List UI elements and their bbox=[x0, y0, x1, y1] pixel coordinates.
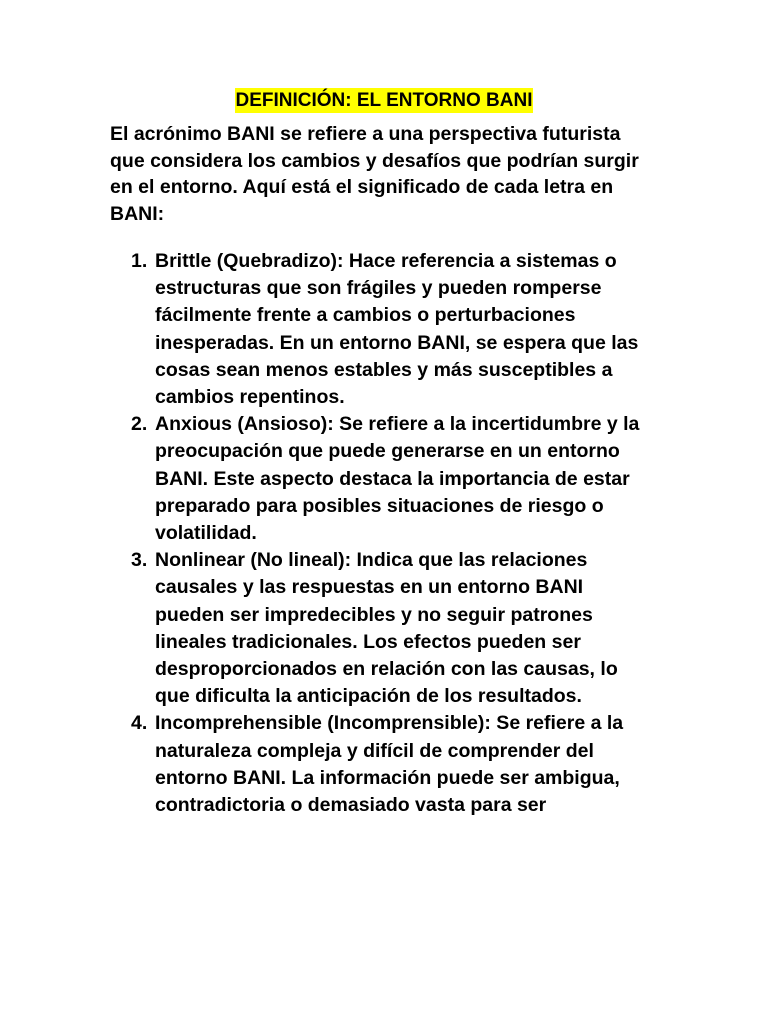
list-item bbox=[0, 248, 655, 411]
list-item bbox=[0, 547, 655, 710]
list-item-number: 4. bbox=[131, 712, 148, 735]
title-container bbox=[0, 88, 768, 113]
list-item-number: 2. bbox=[131, 413, 148, 436]
list-item-number: 1. bbox=[131, 250, 148, 272]
page-title: DEFINICIÓN: EL ENTORNO BANI bbox=[235, 90, 533, 111]
list-item bbox=[0, 411, 655, 547]
list-item-text: Incomprehensible (Incomprensible): Se refiere a la naturaleza compleja y difícil de comprender del entorno BANI. La información puede ser ambigua, contradictoria o demasiado vasta para ser bbox=[155, 712, 624, 817]
definition-list bbox=[0, 248, 768, 819]
list-item-text: Nonlinear (No lineal): Indica que las relaciones causales y las respuestas en un entorno BANI pueden ser impredecibles y no seguir patrones lineales tradicionales. Los efectos pueden ser desproporcionados en relación con las causas, lo que dificulta la anticipación de los resultados. bbox=[155, 549, 618, 708]
intro-paragraph: El acrónimo BANI se refiere a una perspectiva futurista que considera los cambios y desafíos que podrían surgir en el entorno. Aquí está el significado de cada letra en BANI: bbox=[110, 123, 639, 225]
list-item bbox=[0, 710, 655, 819]
list-item-number: 3. bbox=[131, 549, 148, 572]
list-item-text: Brittle (Quebradizo): Hace referencia a sistemas o estructuras que son frágiles y pueden romperse fácilmente frente a cambios o perturbaciones inesperadas. En un entorno BANI, se espera que las cosas sean menos estables y más susceptibles a cambios repentinos. bbox=[155, 250, 639, 409]
list-item-text: Anxious (Ansioso): Se refiere a la incertidumbre y la preocupación que puede generarse en un entorno BANI. Este aspecto destaca la importancia de estar preparado para posibles situaciones de riesgo o volatilidad. bbox=[155, 413, 640, 545]
